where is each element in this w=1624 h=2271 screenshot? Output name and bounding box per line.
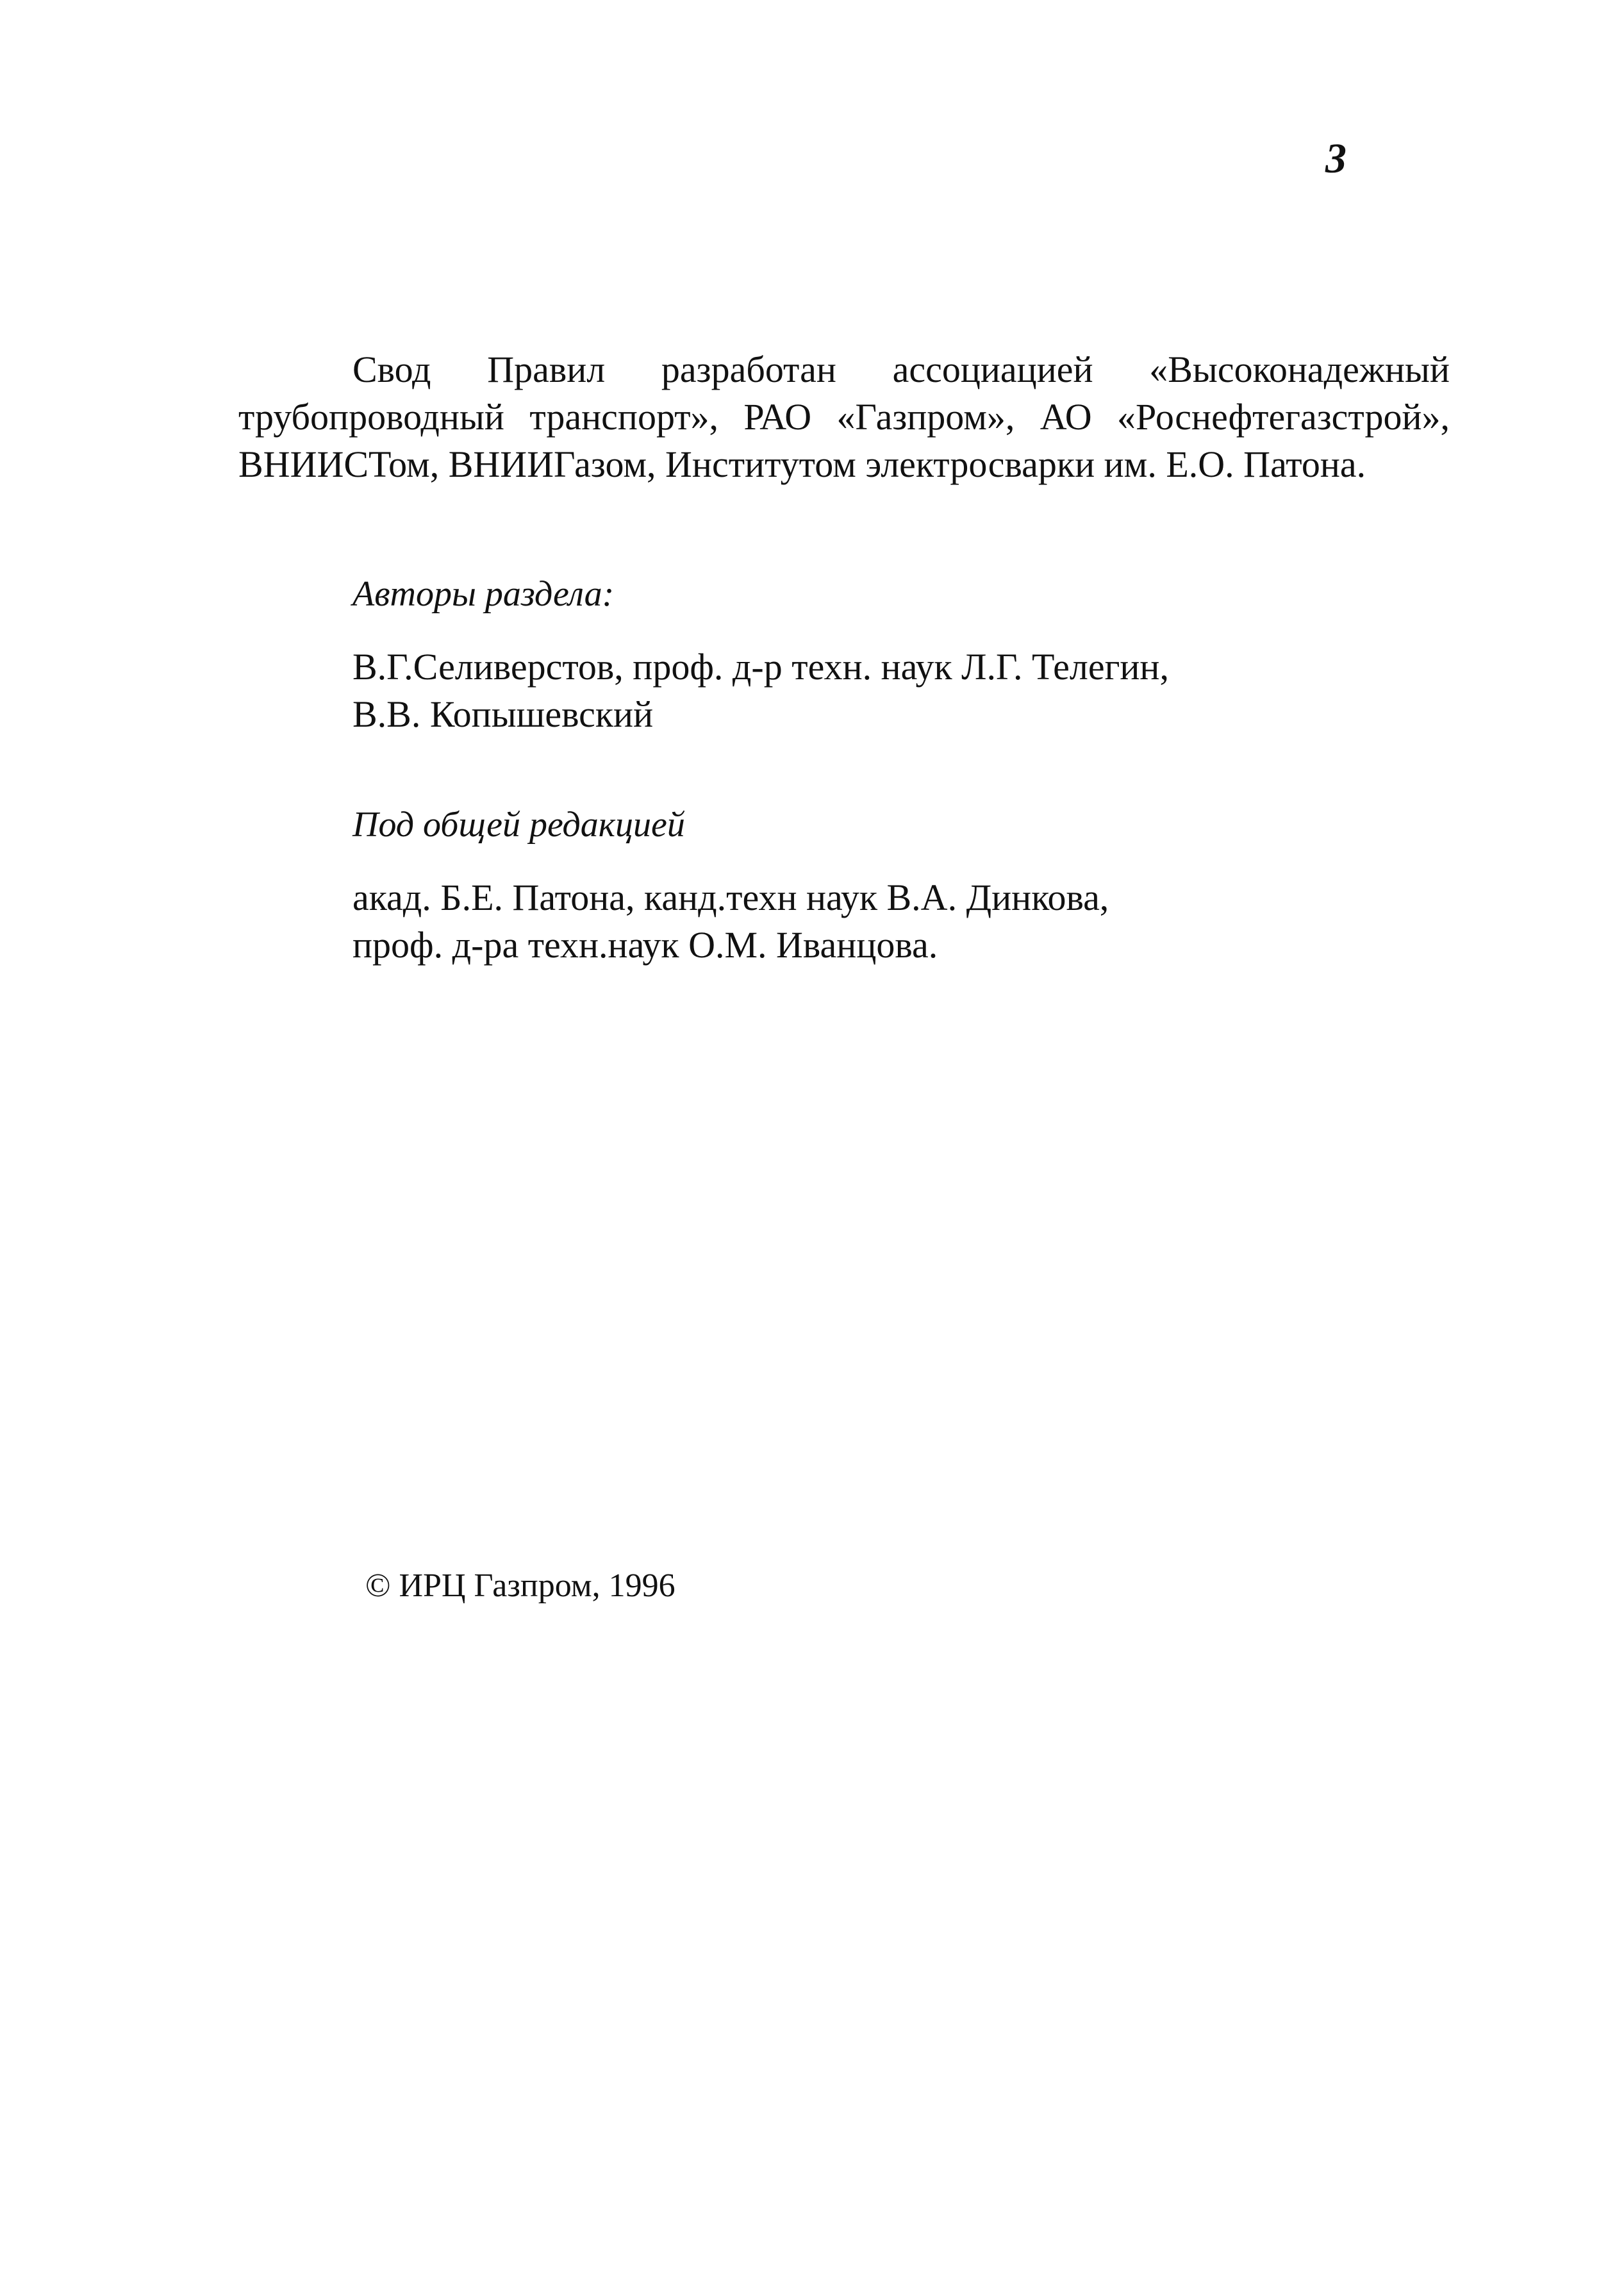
editors-section [352, 801, 1442, 969]
authors-line: В.Г.Селиверстов, проф. д-р техн. наук Л.Г. Телегин, [352, 646, 1169, 688]
page-number: 3 [1325, 135, 1346, 182]
authors-heading: Авторы раздела: [352, 574, 615, 614]
authors-section [352, 570, 1442, 738]
editors-heading: Под общей редакцией [352, 805, 685, 845]
editors-line: проф. д-ра техн.наук О.М. Иванцова. [352, 924, 938, 966]
authors-line: В.В. Копышевский [352, 693, 654, 735]
editors-line: акад. Б.Е. Патона, канд.техн наук В.А. Динкова, [352, 877, 1109, 918]
intro-paragraph: Свод Правил разработан ассоциацией «Высоконадежный трубопроводный транспорт», РАО «Газпром», АО «Роснефтегазстрой», ВНИИСТом, ВНИИГазом, Институтом электросварки им. Е.О. Патона. [238, 349, 1450, 485]
copyright-notice: © ИРЦ Газпром, 1996 [365, 1567, 675, 1604]
